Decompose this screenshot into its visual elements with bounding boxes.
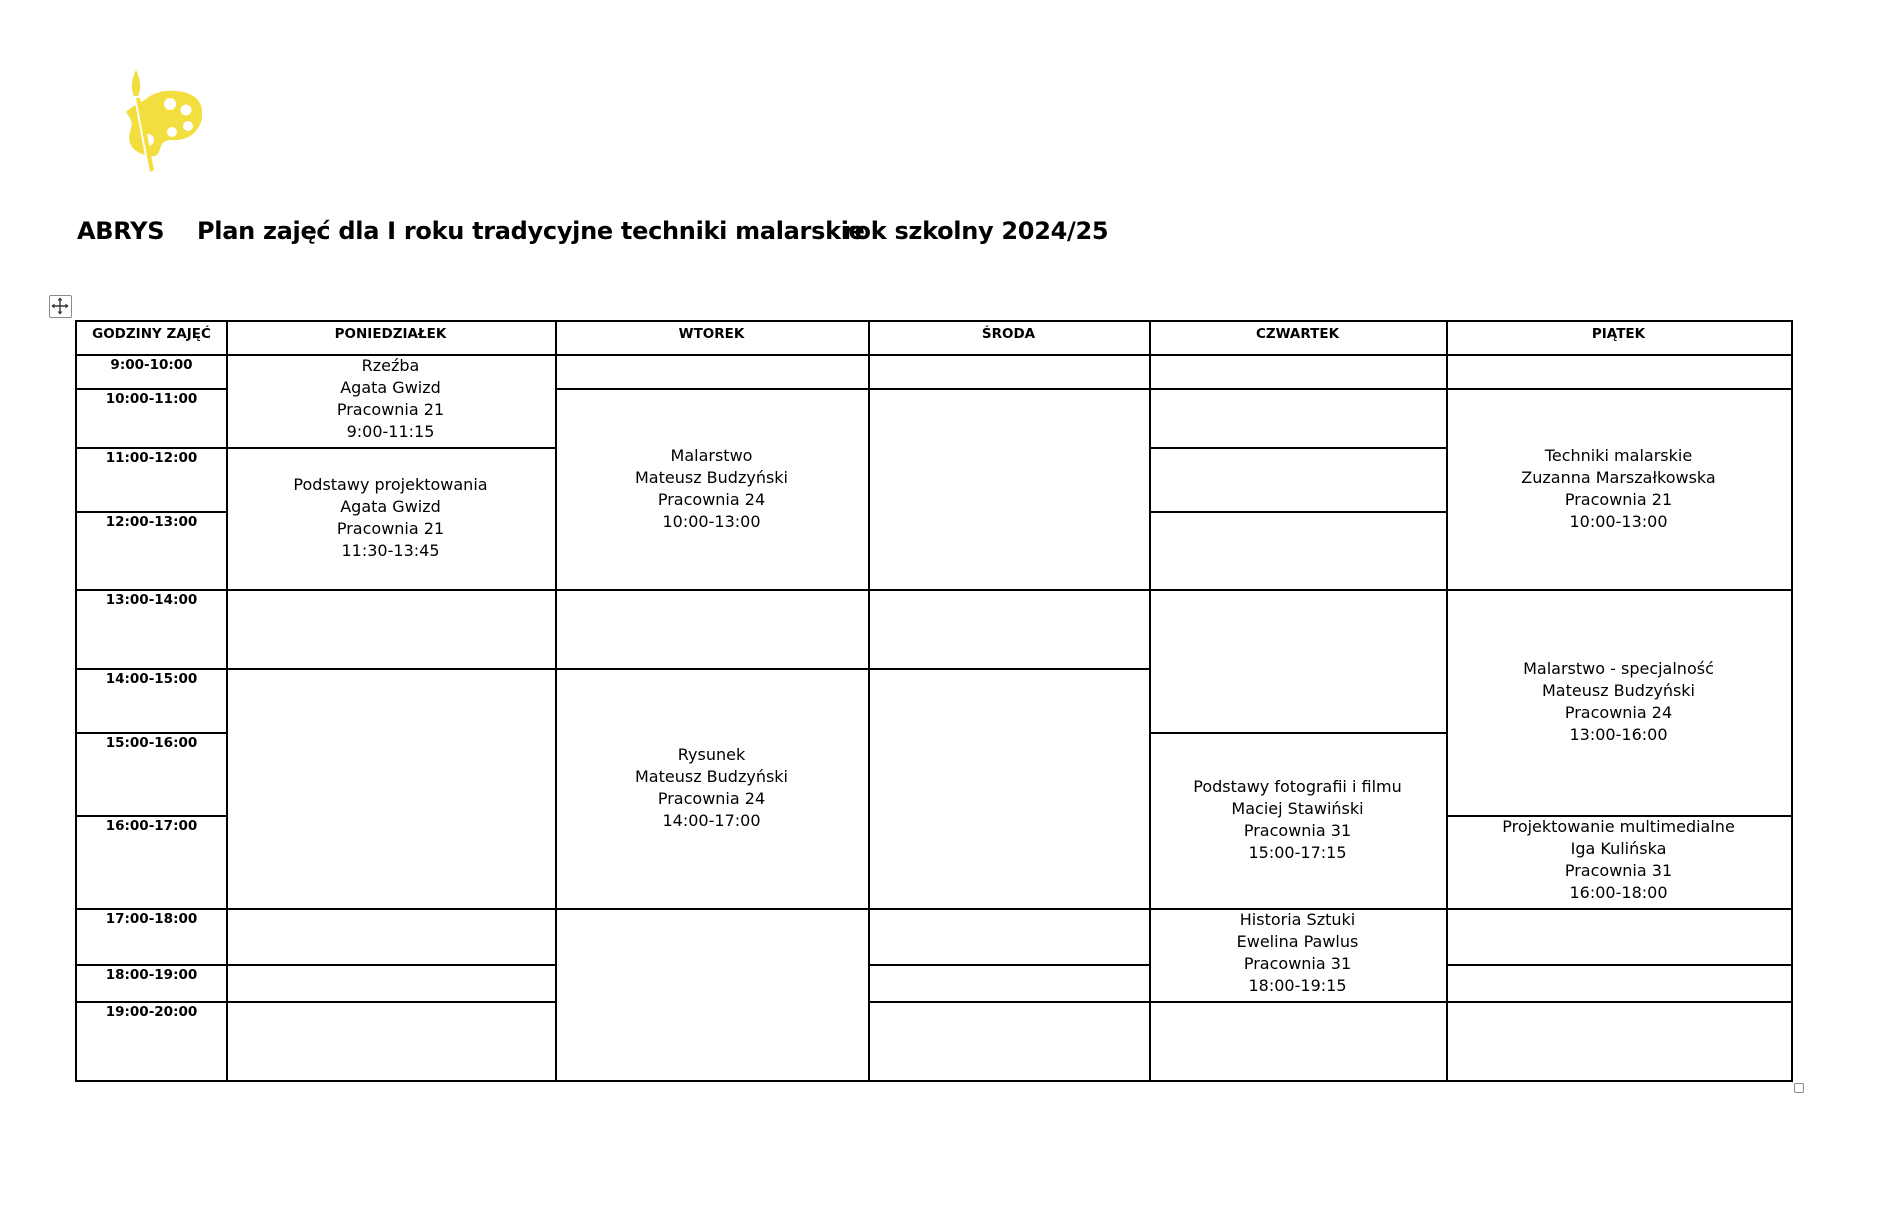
class-subject: Rysunek [677,745,746,764]
empty-cell [868,1001,1151,1080]
schedule-table [75,320,1793,1082]
empty-cell [1149,1001,1448,1080]
empty-cell [1149,388,1448,449]
empty-cell [1149,589,1448,734]
hour-cell: 15:00-16:00 [77,732,228,817]
class-room: Pracownia 31 [1564,861,1673,880]
column-header-tuesday: WTOREK [555,322,870,356]
class-cell-malarstwo [555,388,870,591]
class-teacher: Ewelina Pawlus [1236,932,1359,951]
class-cell-podstawy-fotografii [1149,732,1448,910]
hour-cell: 12:00-13:00 [77,511,228,591]
class-cell-podstawy-projektowania [226,447,557,591]
class-subject: Projektowanie multimedialne [1502,817,1735,836]
empty-cell [1149,511,1448,591]
class-cell-projektowanie-multimedialne [1446,815,1791,910]
class-time: 16:00-18:00 [1569,883,1668,902]
hour-cell: 19:00-20:00 [77,1001,228,1080]
school-name: ABRYS [77,217,165,245]
class-room: Pracownia 21 [336,519,445,538]
class-room: Pracownia 24 [1564,703,1673,722]
class-room: Pracownia 21 [336,400,445,419]
move-arrows-icon [50,296,70,316]
empty-cell [226,1001,557,1080]
hour-cell: 11:00-12:00 [77,447,228,513]
class-time: 13:00-16:00 [1569,725,1668,744]
empty-cell [226,668,557,910]
column-header-hours: GODZINY ZAJĘĆ [77,322,228,356]
class-teacher: Mateusz Budzyński [1541,681,1695,700]
class-time: 10:00-13:00 [662,511,761,531]
class-teacher: Agata Gwizd [340,497,441,516]
empty-cell [868,964,1151,1003]
empty-cell [555,908,870,1080]
empty-cell [868,354,1151,390]
class-room: Pracownia 31 [1243,954,1352,973]
hour-cell: 18:00-19:00 [77,964,228,1003]
column-header-friday: PIĄTEK [1446,322,1791,356]
empty-cell [555,354,870,390]
class-time: 18:00-19:15 [1248,976,1347,995]
class-subject: Podstawy projektowania [293,475,488,494]
class-time: 14:00-17:00 [662,811,761,830]
class-subject: Podstawy fotografii i filmu [1193,777,1402,796]
empty-cell [1149,354,1448,390]
class-cell-rzezba [226,354,557,449]
empty-cell [1446,1001,1791,1080]
class-subject: Historia Sztuki [1239,910,1356,929]
empty-cell [868,908,1151,966]
column-header-monday: PONIEDZIAŁEK [226,322,557,356]
column-header-thursday: CZWARTEK [1149,322,1448,356]
class-time: 11:30-13:45 [341,541,440,560]
class-subject: Malarstwo [670,445,753,465]
school-year: rok szkolny 2024/25 [843,217,1109,245]
class-cell-techniki-malarskie [1446,388,1791,591]
column-header-wednesday: ŚRODA [868,322,1151,356]
empty-cell [555,589,870,670]
class-room: Pracownia 21 [1564,489,1673,509]
class-room: Pracownia 31 [1243,821,1352,840]
class-teacher: Mateusz Budzyński [634,467,788,487]
empty-cell [1446,964,1791,1003]
class-teacher: Maciej Stawiński [1231,799,1364,818]
class-cell-malarstwo-specjalnosc [1446,589,1791,817]
empty-cell [868,589,1151,670]
class-subject: Techniki malarskie [1544,445,1693,465]
class-room: Pracownia 24 [657,789,766,808]
class-cell-historia-sztuki [1149,908,1448,1003]
class-teacher: Iga Kulińska [1570,839,1667,858]
hour-cell: 9:00-10:00 [77,354,228,390]
hour-cell: 14:00-15:00 [77,668,228,734]
empty-cell [868,668,1151,910]
empty-cell [226,589,557,670]
empty-cell [226,908,557,966]
hour-cell: 16:00-17:00 [77,815,228,910]
empty-cell [226,964,557,1003]
hour-cell: 13:00-14:00 [77,589,228,670]
palette-logo-icon [106,66,202,174]
hour-cell: 17:00-18:00 [77,908,228,966]
empty-cell [1446,908,1791,966]
table-move-handle[interactable] [49,295,72,318]
class-subject: Malarstwo - specjalność [1523,659,1714,678]
table-resize-handle[interactable] [1794,1083,1804,1093]
class-subject: Rzeźba [361,356,420,375]
hour-cell: 10:00-11:00 [77,388,228,449]
class-teacher: Agata Gwizd [340,378,441,397]
class-cell-rysunek [555,668,870,910]
empty-cell [868,388,1151,591]
class-time: 10:00-13:00 [1569,511,1668,531]
class-time: 15:00-17:15 [1248,843,1347,862]
class-teacher: Mateusz Budzyński [634,767,788,786]
empty-cell [1446,354,1791,390]
class-time: 9:00-11:15 [346,422,435,441]
class-room: Pracownia 24 [657,489,766,509]
empty-cell [1149,447,1448,513]
class-teacher: Zuzanna Marszałkowska [1521,467,1716,487]
page-title: Plan zajęć dla I roku tradycyjne techniki malarskie [197,217,865,245]
